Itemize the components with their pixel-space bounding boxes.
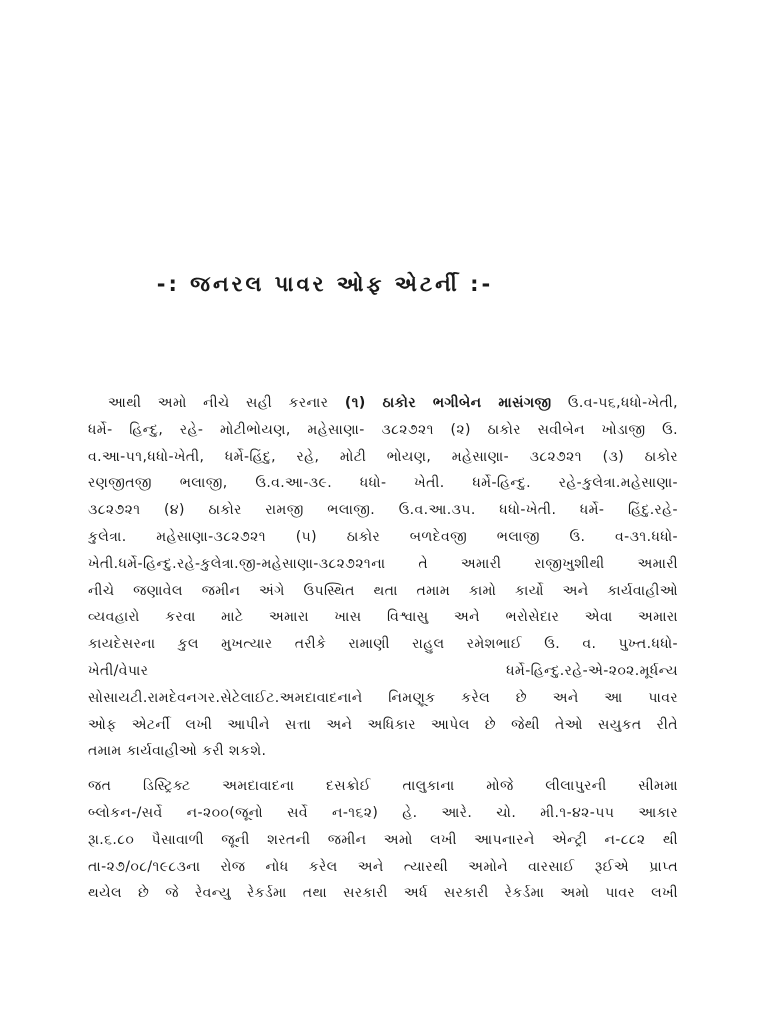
text-line: ૩૮૨૭૨૧ (૪) ઠાકોર રામજી ભલાજી. ઉ.વ.આ.૩૫. ધધો-ખેતી. ધર્મે- હિંદુ.રહે- <box>88 502 678 519</box>
document-title: -: જનરલ પાવર ઓફ એટર્ની :- <box>156 272 494 296</box>
text-line: રૂા.૬.૮૦ પૈસાવાળી જૂની શરતની જમીન અમો લખી આપનારને એન્ટ્રી ન-૮૮૨ થી <box>88 831 678 848</box>
text-line: બ્લોકન-/સર્વે ન-૨૦૦(જૂનો સર્વે ન-૧૬૨) હે. આરે. ચો. મી.૧-૪૨-૫૫ આકાર <box>88 804 678 821</box>
text-line <box>88 390 678 417</box>
text-line: કાયદેસરના કુલ મુખત્યાર તરીકે રામાણી રાહુલ રમેશભાઈ ઉ. વ. પુખ્ત.ધધો- <box>88 636 678 653</box>
text-line: ખેતી.ધર્મે-હિન્દુ.રહે-કુલેત્રા.જી-મહેસાણા-૩૮૨૭૨૧ના તે અમારી રાજીખુશીથી અમારી <box>88 555 678 572</box>
paragraph-principals <box>88 390 678 765</box>
text-line: વ્યવહારો કરવા માટે અમારા ખાસ વિશ્વાસુ અને ભરોસેદાર એવા અમારા <box>88 609 678 626</box>
document-body <box>88 390 678 907</box>
text-line: સોસાયટી.રામદેવનગર.સેટેલાઈટ.અમદાવાદનાને નિમણૂક કરેલ છે અને આ પાવર <box>88 689 678 706</box>
text-line: તા-૨૭/૦૮/૧૯૮૩ના રોજ નોધ કરેલ અને ત્યારથી અમોને વારસાઈ રૂઈએ પ્રાપ્ત <box>88 858 678 875</box>
text-line: કુલેત્રા. મહેસાણા-૩૮૨૭૨૧ (૫) ઠાકોર બળદેવજી ભલાજી ઉ. વ-૩૧.ધધો- <box>88 528 678 545</box>
text-segment: ખેતી/વેપાર <box>88 662 149 679</box>
text-segment: ધર્મે-હિન્દુ.રહે-એ-૨૦૨.મૂર્ધન્ય <box>506 662 678 679</box>
text-line: જત ડિસ્ટ્રિક્ટ અમદાવાદના દસક્રોઈ તાલુકાના મોજે લીલાપુરની સીમમા <box>88 778 678 795</box>
text-line: થયેલ છે જે રેવન્યુ રેકર્ડમા તથા સરકારી અર્ધ સરકારી રેકર્ડમા અમો પાવર લખી <box>88 885 678 902</box>
text-line: રણજીતજી ભલાજી, ઉ.વ.આ-૩૯. ધધો- ખેતી. ધર્મે-હિન્દુ. રહે-કુલેત્રા.મહેસાણા- <box>88 475 678 492</box>
text-line: ઓફ એટર્ની લખી આપીને સત્તા અને અધિકાર આપેલ છે જેથી તેઓ સયુકત રીતે <box>88 716 678 733</box>
text-line: ધર્મે- હિન્દુ, રહે- મોટીભોયણ, મહેસાણા- ૩૮૨૭૨૧ (૨) ઠાકોર સવીબેન ખોડાજી ઉ. <box>88 421 678 438</box>
principal-name-bold: (૧) ઠાકોર ભગીબેન માસંગજી <box>344 395 552 411</box>
text-line: તમામ કાર્યવાહીઓ કરી શકશે. <box>88 743 267 760</box>
text-line: નીચે જણાવેલ જમીન અંગે ઉપસ્થિત થતા તમામ કામો કાર્યો અને કાર્યવાહીઓ <box>88 582 678 599</box>
text-segment: ઉ.વ-૫૬,ધધો-ખેતી, <box>551 395 678 411</box>
text-line <box>88 658 678 685</box>
paragraph-property <box>88 773 678 907</box>
text-line: વ.આ-૫૧,ધધો-ખેતી, ધર્મે-હિંદુ, રહે, મોટી ભોયણ, મહેસાણા- ૩૮૨૭૨૧ (૩) ઠાકોર <box>88 448 678 465</box>
text-segment: આથી અમો નીચે સહી કરનાર <box>108 395 345 411</box>
